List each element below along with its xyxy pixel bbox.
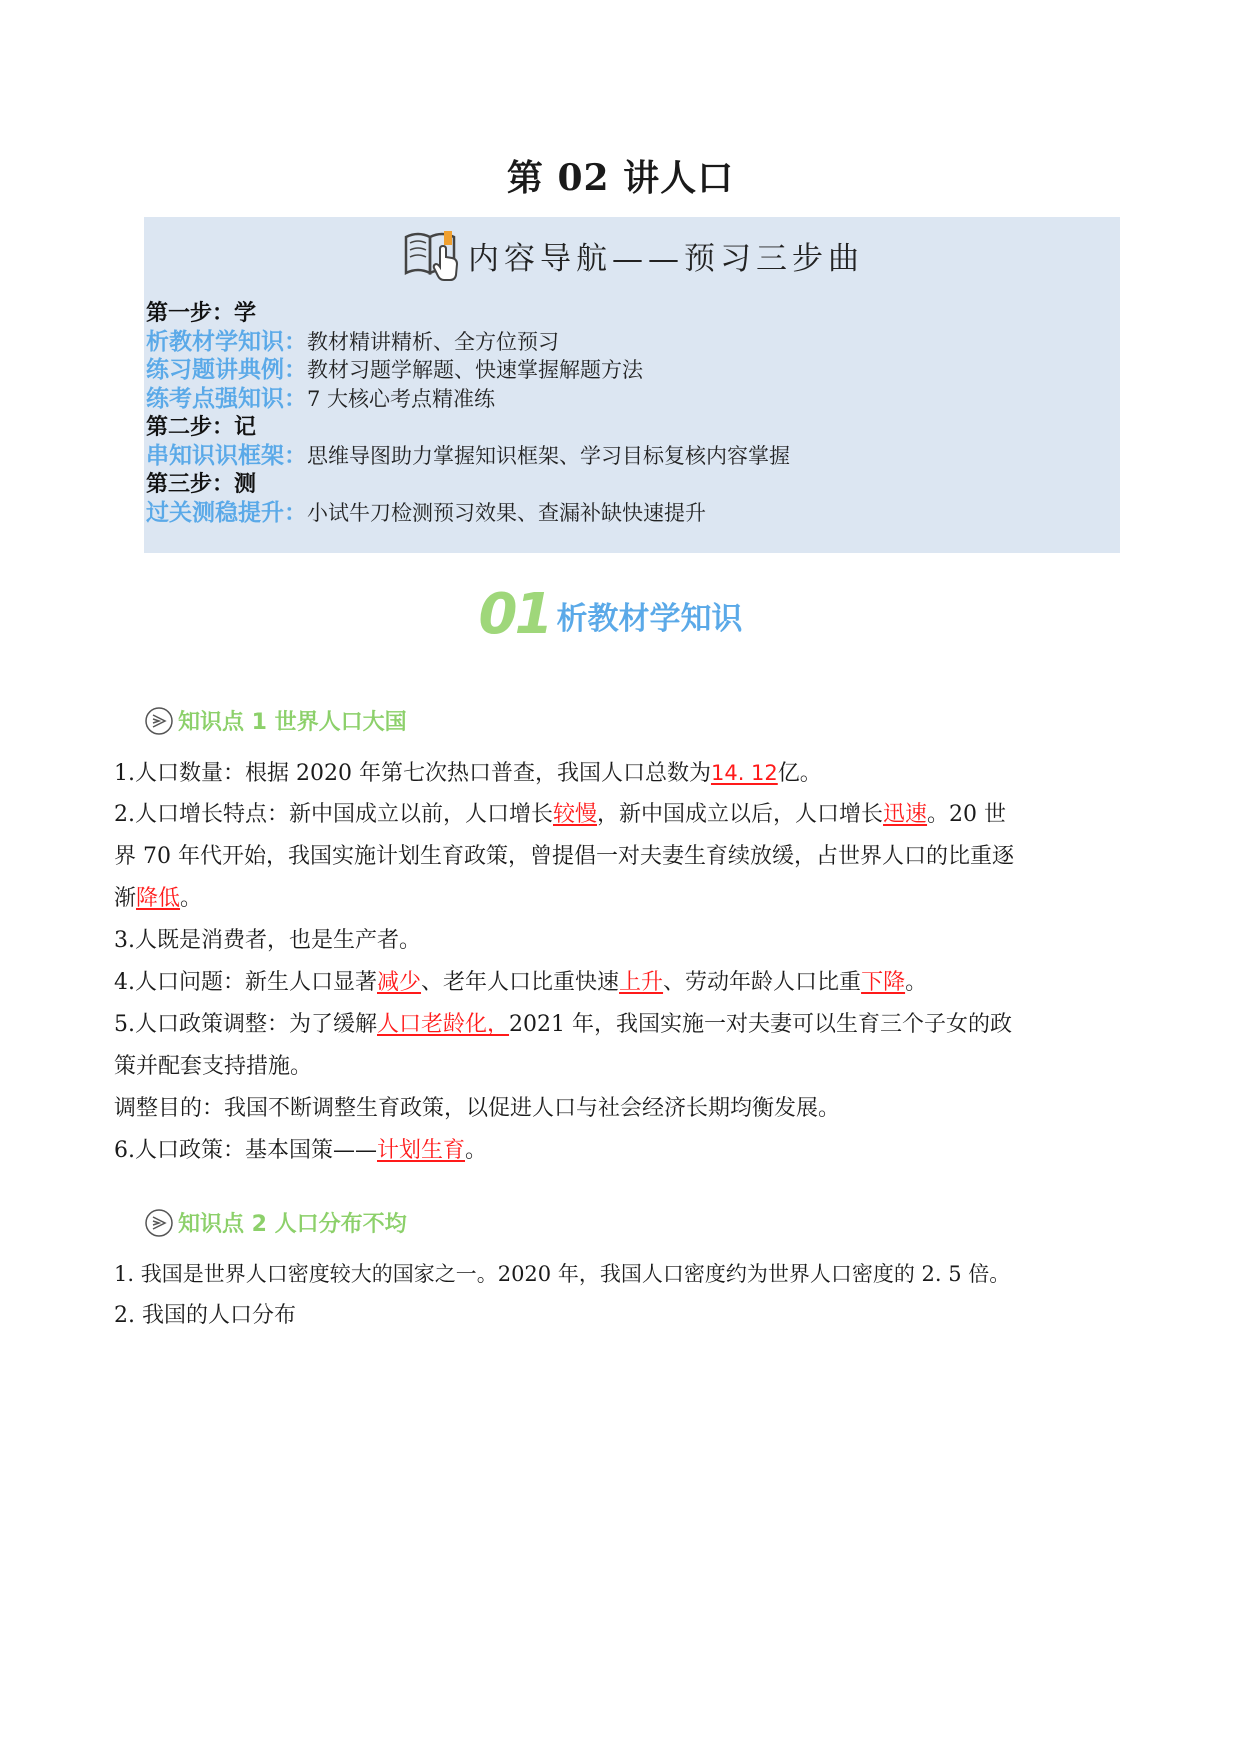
step3-label: 第三步：测 <box>146 471 257 497</box>
knowledge-point-heading <box>144 705 407 736</box>
step-heading <box>146 470 790 499</box>
text: 。20 世 <box>927 802 1007 827</box>
step-heading <box>146 413 790 442</box>
paragraph-line <box>114 878 1124 920</box>
paragraph-line: 2. 我国的人口分布 <box>114 1303 296 1328</box>
answer-blank: 迅速 <box>883 802 928 827</box>
step-item-desc: 思维导图助力掌握知识框架、学习目标复核内容掌握 <box>307 443 790 468</box>
step-item-key: 练考点强知识： <box>146 384 307 412</box>
book-pointer-icon <box>400 223 464 287</box>
step-item-desc: 小试牛刀检测预习效果、查漏补缺快速提升 <box>307 500 706 525</box>
answer-blank: 计划生育 <box>377 1138 466 1163</box>
answer-blank: 14. 12 <box>710 761 778 785</box>
section-number: 01 <box>478 582 551 647</box>
nav-title: 内容导航——预习三步曲 <box>468 240 864 277</box>
text: 6.人口政策：基本国策—— <box>114 1138 377 1163</box>
section-title: 析教材学知识 <box>556 601 743 637</box>
step-item <box>146 328 790 357</box>
answer-blank: 较慢 <box>553 802 598 827</box>
text: 4.人口问题：新生人口显著 <box>114 970 377 995</box>
steps-list <box>146 299 790 527</box>
circle-arrow-icon <box>144 706 174 736</box>
text: 。 <box>465 1138 488 1163</box>
paragraph-line: 策并配套支持措施。 <box>114 1054 313 1079</box>
paragraph-line: 3.人既是消费者，也是生产者。 <box>114 928 421 953</box>
paragraph-line <box>114 1130 1124 1172</box>
text: 2.人口增长特点：新中国成立以前，人口增长 <box>114 802 553 827</box>
kp2-paragraphs <box>114 1253 1124 1337</box>
answer-blank: 降低 <box>136 886 181 911</box>
step-item-desc: 教材习题学解题、快速掌握解题方法 <box>307 358 643 382</box>
page-title: 第 02 讲人口 <box>506 157 735 199</box>
step-heading <box>146 299 790 328</box>
circle-arrow-icon <box>144 1208 174 1238</box>
text: 、劳动年龄人口比重 <box>663 970 862 995</box>
text: ，新中国成立以后，人口增长 <box>597 802 884 827</box>
step-item-desc: 教材精讲精析、全方位预习 <box>307 329 559 354</box>
knowledge-point-title: 知识点 2 人口分布不均 <box>178 1212 407 1237</box>
text: 亿。 <box>777 761 822 786</box>
step-item-key: 过关测稳提升： <box>146 498 307 526</box>
content-navigation-box <box>144 217 1120 553</box>
text: 。 <box>905 970 928 995</box>
paragraph-line: 1. 我国是世界人口密度较大的国家之一。2020 年，我国人口密度约为世界人口密度的 2. 5 倍。 <box>114 1262 1011 1286</box>
step1-label: 第一步：学 <box>146 300 257 326</box>
section-heading <box>0 582 1241 647</box>
nav-header <box>144 217 1120 293</box>
paragraph-line: 界 70 年代开始，我国实施计划生育政策，曾提倡一对夫妻生育续放缓，占世界人口的比重逐 <box>114 844 1014 869</box>
step-item <box>146 356 790 385</box>
text: 1.人口数量：根据 2020 年第七次热口普查，我国人口总数为 <box>114 761 711 786</box>
step-item <box>146 442 790 471</box>
kp1-paragraphs <box>114 752 1124 1172</box>
text: 2021 年，我国实施一对夫妻可以生育三个子女的政 <box>509 1012 1012 1037</box>
paragraph-line <box>114 962 1124 1004</box>
step-item-desc: 7 大核心考点精准练 <box>307 386 496 411</box>
answer-blank: 人口老龄化， <box>377 1012 510 1037</box>
step2-label: 第二步：记 <box>146 414 257 440</box>
text: 。 <box>180 886 203 911</box>
paragraph-line: 调整目的：我国不断调整生育政策，以促进人口与社会经济长期均衡发展。 <box>114 1096 841 1121</box>
paragraph-line <box>114 752 1124 794</box>
step-item <box>146 499 790 528</box>
knowledge-point-title: 知识点 1 世界人口大国 <box>178 710 407 735</box>
text: 、老年人口比重快速 <box>421 970 620 995</box>
step-item <box>146 385 790 414</box>
paragraph-line <box>114 1004 1124 1046</box>
step-item-key: 串知识识框架： <box>146 441 307 469</box>
text: 5.人口政策调整：为了缓解 <box>114 1012 377 1037</box>
text: 渐 <box>114 886 137 911</box>
answer-blank: 上升 <box>619 970 664 995</box>
step-item-key: 练习题讲典例： <box>146 356 307 383</box>
step-item-key: 析教材学知识： <box>146 327 307 355</box>
paragraph-line <box>114 794 1124 836</box>
answer-blank: 减少 <box>377 970 422 995</box>
knowledge-point-heading <box>144 1207 407 1238</box>
answer-blank: 下降 <box>861 970 906 995</box>
